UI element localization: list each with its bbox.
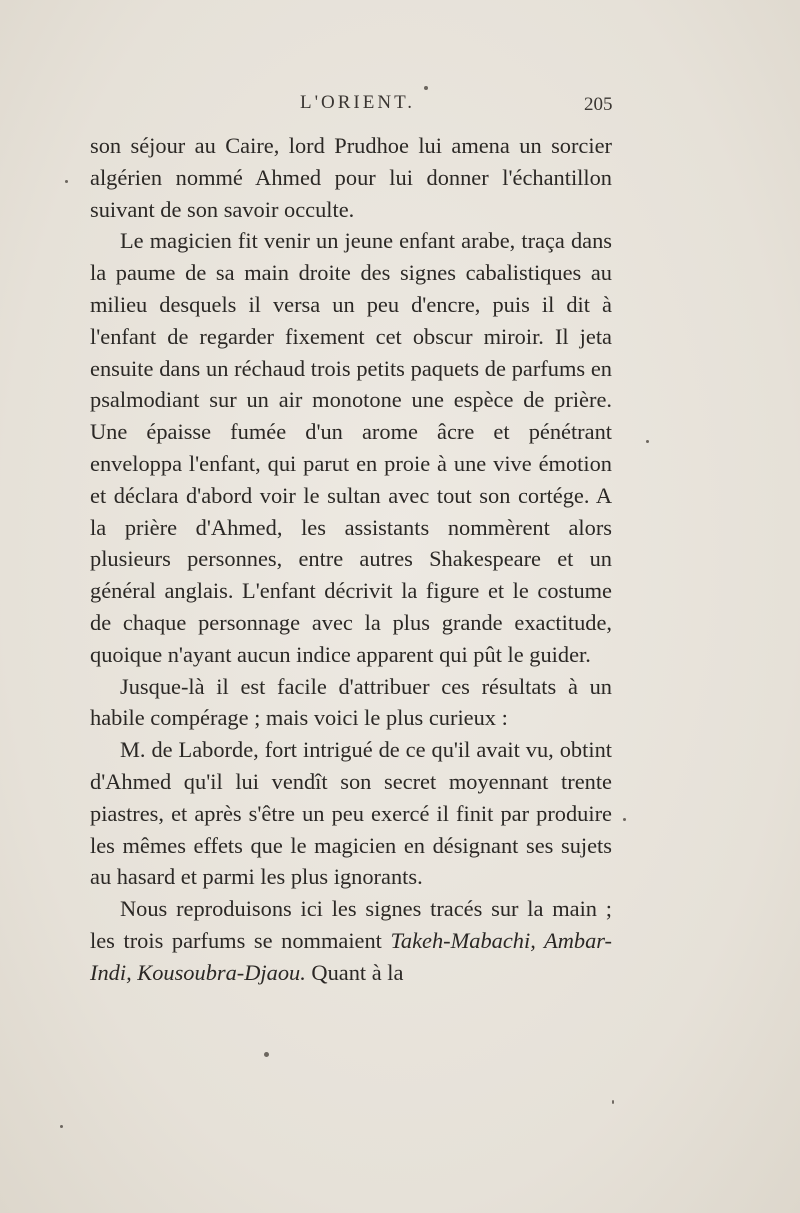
paragraph [90,893,612,988]
paper-speck [424,86,428,90]
paragraph [90,130,612,225]
text-segment: son séjour au Caire, lord Prudhoe lui amena un sorcier algérien nommé Ahmed pour lui donner l'échantillon suivant de son savoir occulte. [90,133,612,222]
page-number: 205 [584,94,613,115]
text-segment: Nous reproduisons ici les signes tracés sur la main ; les trois parfums se nommaient [90,896,612,953]
paper-speck [65,180,68,183]
text-segment: Le magicien fit venir un jeune enfant arabe, traça dans la paume de sa main droite des signes cabalistiques au milieu desquels il versa un peu d'encre, puis il dit à l'enfant de regarder fixement cet obscur miroir. Il jeta ensuite dans un réchaud trois petits paquets de parfums en psalmodiant sur un air monotone une espèce de prière. Une épaisse fumée d'un arome âcre et pénétrant enveloppa l'enfant, qui parut en proie à une vive émotion et déclara d'abord voir le sultan avec tout son cortége. A la prière d'Ahmed, les assistants nommèrent alors plusieurs personnes, entre autres Shakespeare et un général anglais. L'enfant décrivit la figure et le costume de chaque personnage avec la plus grande exactitude, quoique n'ayant aucun indice apparent qui pût le guider. [90,228,612,667]
text-segment: Jusque-là il est facile d'attribuer ces résultats à un habile compérage ; mais voici le plus curieux : [90,673,612,731]
body-text [90,130,612,989]
paper-speck [623,818,626,821]
text-segment: Quant à la [305,959,404,985]
italic-term: Takeh-Mabachi, Ambar-Indi, Kousoubra-Djaou. [90,927,612,985]
paragraph [90,671,612,735]
paper-speck [646,440,649,443]
paper-speck [264,1052,269,1057]
paper-speck [60,1125,63,1128]
running-title: L'ORIENT. [300,92,416,113]
paper-speck [612,1100,614,1104]
paragraph [90,734,612,893]
running-head [0,92,800,122]
paragraph [90,225,612,670]
text-segment: M. de Laborde, fort intrigué de ce qu'il avait vu, obtint d'Ahmed qu'il lui vendît son secret moyennant trente piastres, et après s'être un peu exercé il finit par produire les mêmes effets que le magicien en désignant ses sujets au hasard et parmi les plus ignorants. [90,737,612,890]
